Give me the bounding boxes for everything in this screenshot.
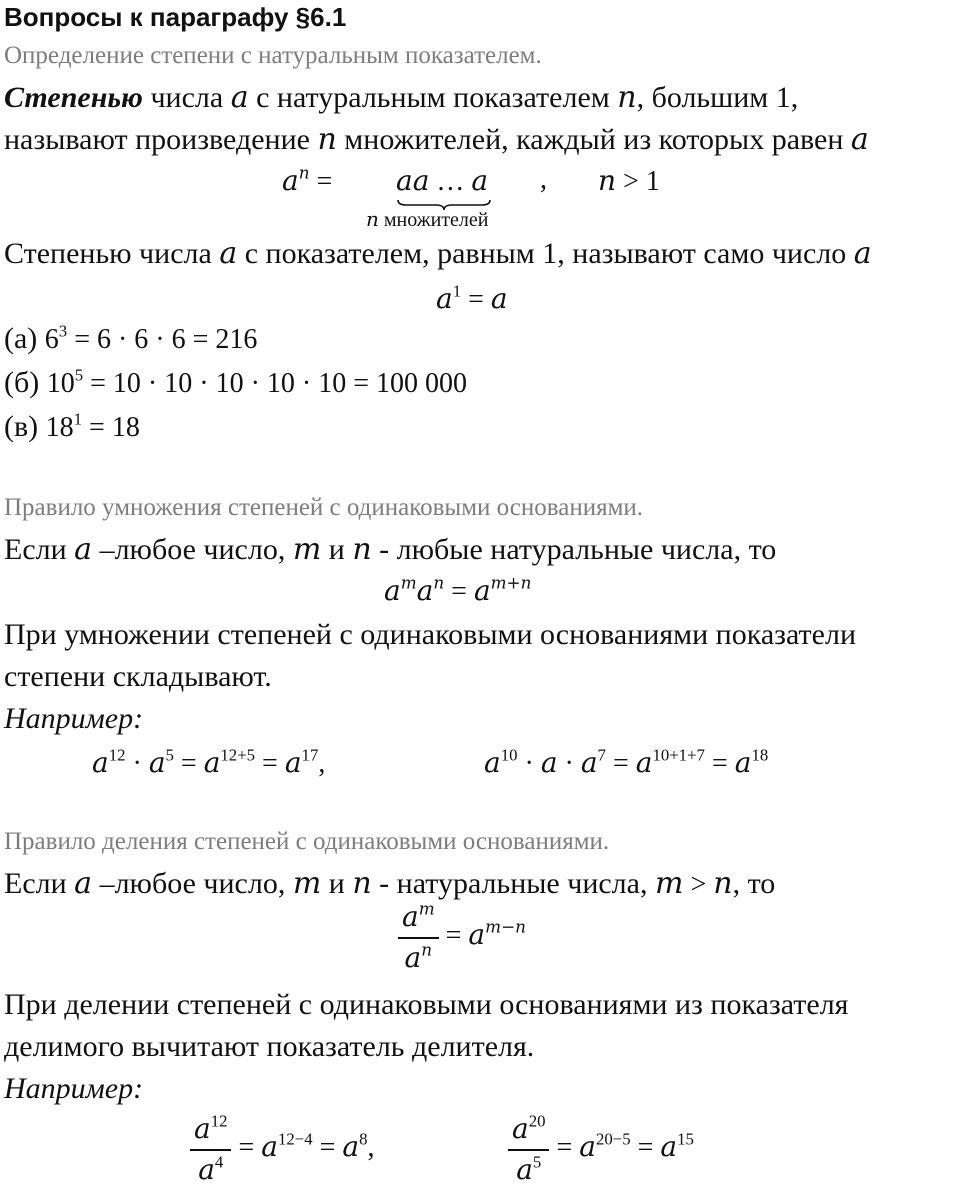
text: Если	[4, 533, 75, 566]
var-m: m	[292, 866, 322, 901]
var-a: a	[230, 80, 249, 115]
var-n: n	[713, 866, 733, 901]
text: Если	[4, 867, 75, 900]
text: = 10 · 10 · 10 · 10 · 10 = 100 000	[83, 368, 468, 399]
definition-line-1	[4, 80, 798, 115]
text: множителей, каждый из которых равен	[336, 123, 851, 156]
text: Степенью числа	[4, 237, 220, 270]
example-label: Например:	[4, 702, 144, 735]
example-label: Например:	[4, 1072, 144, 1105]
formula-condition: n > 1	[598, 164, 660, 197]
multiplication-rule-line-1: При умножении степеней с одинаковыми основаниями показатели	[4, 618, 856, 651]
definition-line-2	[4, 122, 869, 157]
label: (в)	[4, 410, 46, 443]
section3-heading: Правило деления степеней с одинаковыми основаниями.	[4, 828, 610, 855]
multiplication-condition	[4, 532, 776, 567]
division-example-1: $\frac{a^{12}}{a^4}$ = $a^{12-4} = a^8$,	[190, 1112, 375, 1187]
var-a: a	[74, 532, 93, 567]
formula-multiplication-rule: $a^ma^n = a^{m+n}$	[384, 572, 532, 607]
label: (б)	[4, 366, 47, 399]
multiplication-example-1: $a^{12} \cdot a^5 = a^{12+5} = a^{17}$,	[92, 745, 326, 779]
section2-heading: Правило умножения степеней с одинаковыми основаниями.	[4, 494, 644, 521]
var-n: n	[617, 80, 637, 115]
formula-product: aa … a	[396, 164, 489, 197]
text: и	[321, 533, 353, 566]
var-n: n	[317, 122, 337, 157]
text: , большим 1,	[636, 81, 799, 114]
var-m: m	[654, 866, 684, 901]
text: - любые натуральные числа, то	[371, 533, 777, 566]
example-b: (б) $10^5 = 10 \cdot 10 \cdot 10 \cdot 10 \cdot 10 = 100$ 000	[4, 365, 468, 399]
var-a: a	[850, 122, 869, 157]
text: называют произведение	[4, 123, 318, 156]
var-n: n	[352, 866, 372, 901]
var-m: m	[292, 532, 322, 567]
label: (а)	[4, 322, 45, 355]
formula-power-definition: $a^n$ =	[282, 162, 333, 197]
brace-label	[366, 207, 488, 232]
var-a: a	[219, 236, 238, 271]
division-example-2: $\frac{a^{20}}{a^5}$ = $a^{20-5} = a^{15}$	[508, 1112, 694, 1187]
text: множителей	[378, 209, 489, 231]
formula-comma: ,	[540, 164, 547, 195]
example-c: (в) $18^1 = 18$	[4, 409, 140, 443]
var-a: a	[74, 866, 93, 901]
text: –любое число,	[92, 533, 293, 566]
text: –любое число,	[92, 867, 293, 900]
text: числа	[142, 81, 231, 114]
var-n: n	[366, 207, 379, 231]
page-title: Вопросы к параграфу §6.1	[4, 2, 347, 32]
text: - натуральные числа,	[371, 867, 655, 900]
text: с натуральным показателем	[248, 81, 618, 114]
text: = 6 · 6 · 6 = 216	[67, 324, 258, 355]
division-condition: Если a –любое число, m и n - натуральные числа, m > n, то	[4, 866, 776, 901]
text: и	[321, 867, 353, 900]
text: , то	[732, 867, 776, 900]
text: с показателем, равным 1, называют само число	[237, 237, 854, 270]
power-one-sentence	[4, 236, 872, 271]
division-rule-line-2: делимого вычитают показатель делителя.	[4, 1030, 535, 1063]
division-rule-line-1: При делении степеней с одинаковыми основаниями из показателя	[4, 988, 849, 1021]
formula-division-rule: $\frac{a^m}{a^n}$ = $a^{m-n}$	[398, 900, 526, 975]
example-a: (а) $6^3 = 6 \cdot 6 \cdot 6 = 216$	[4, 321, 258, 355]
section1-heading: Определение степени с натуральным показателем.	[4, 42, 542, 69]
var-a: a	[853, 236, 872, 271]
multiplication-rule-line-2: степени складывают.	[4, 660, 272, 693]
text: = 18	[82, 412, 140, 443]
formula-power-one: $a^1 = a$	[436, 281, 508, 315]
term-stepen: Степенью	[4, 81, 143, 114]
var-n: n	[352, 532, 372, 567]
multiplication-example-2: $a^{10} \cdot a \cdot a^7 = a^{10+1+7} = a^{18}$	[484, 745, 769, 779]
